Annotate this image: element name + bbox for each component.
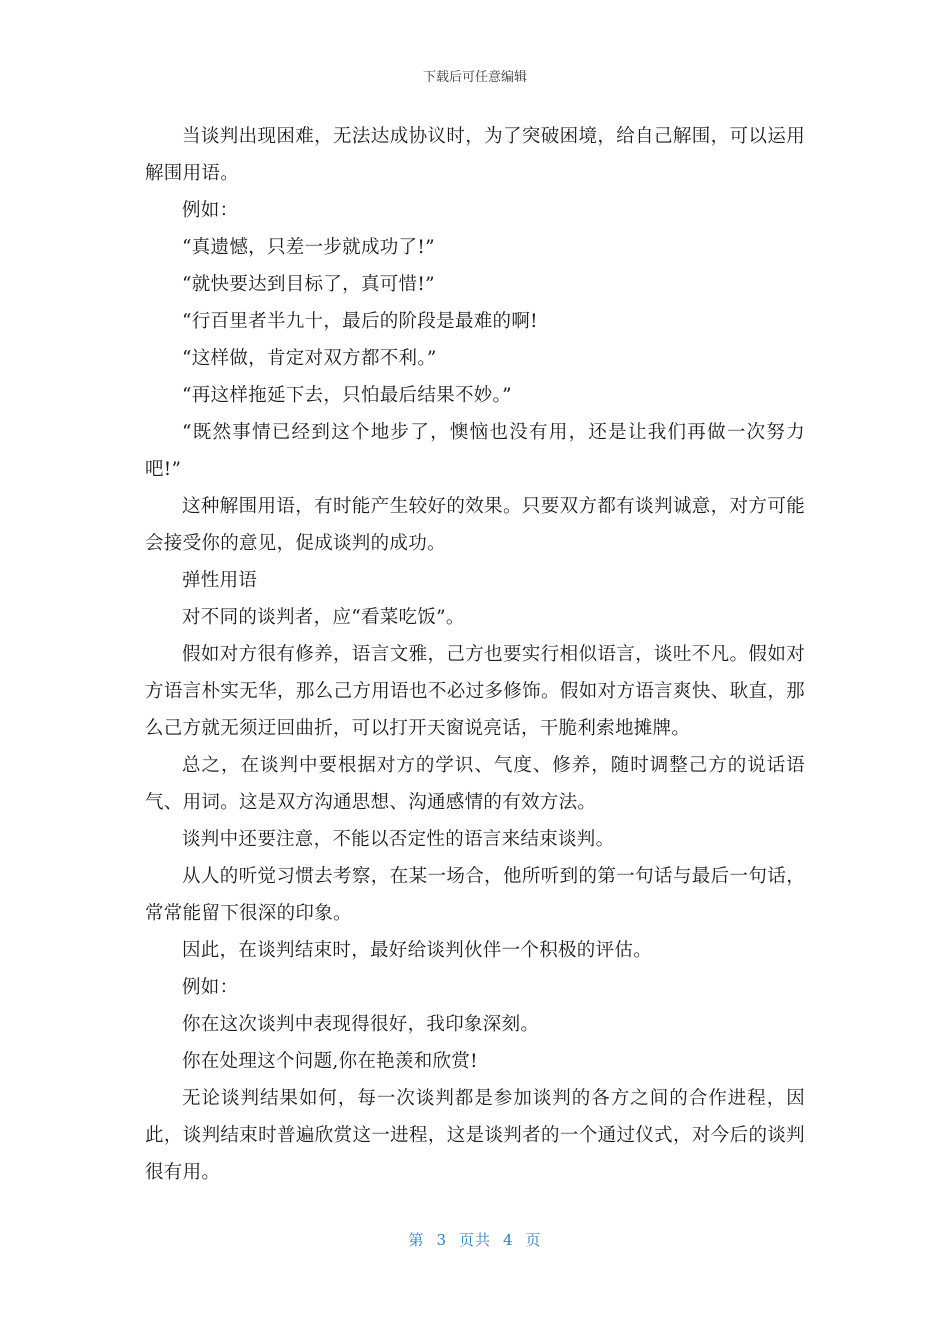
section-heading: 弹性用语 [182, 570, 258, 591]
paragraph: 这种解围用语，有时能产生较好的效果。只要双方都有谈判诚意，对方可能会接受你的意见，促成谈判的成功。 [145, 496, 805, 554]
paragraph: 例如： [182, 200, 239, 221]
page-number-prefix: 第 [408, 1231, 425, 1249]
page-header: 下载后可任意编辑 [422, 70, 527, 85]
page-number [0, 1229, 950, 1250]
paragraph: “真遗憾，只差一步就成功了!” [182, 237, 435, 258]
paragraph: “既然事情已经到这个地步了，懊恼也没有用，还是让我们再做一次努力吧!” [145, 422, 805, 480]
paragraph: “再这样拖延下去，只怕最后结果不妙。” [182, 385, 512, 406]
page-number-suffix: 页 [525, 1231, 542, 1249]
paragraph: 假如对方很有修养，语言文雅，己方也要实行相似语言，谈吐不凡。假如对方语言朴实无华，那么己方用语也不必过多修饰。假如对方语言爽快、耿直，那么己方就无须迂回曲折，可以打开天窗说亮话，干脆利索地摊牌。 [145, 644, 805, 739]
paragraph: 对不同的谈判者，应“看菜吃饭”。 [182, 607, 465, 628]
paragraph: 当谈判出现困难，无法达成协议时，为了突破困境，给自己解围，可以运用解围用语。 [145, 126, 805, 184]
page-number-total: 4 [503, 1231, 514, 1249]
page-number-middle: 页共 [458, 1231, 491, 1249]
paragraph: 例如： [182, 977, 239, 998]
paragraph: “就快要达到目标了，真可惜!” [182, 274, 435, 295]
paragraph: 因此，在谈判结束时，最好给谈判伙伴一个积极的评估。 [182, 940, 653, 961]
page-number-current: 3 [436, 1231, 447, 1249]
paragraph: 谈判中还要注意，不能以否定性的语言来结束谈判。 [182, 829, 615, 850]
paragraph: 从人的听觉习惯去考察，在某一场合，他所听到的第一句话与最后一句话，常常能留下很深的印象。 [145, 866, 805, 924]
paragraph: 你在处理这个问题,你在艳羡和欣赏! [182, 1051, 478, 1072]
paragraph: 无论谈判结果如何，每一次谈判都是参加谈判的各方之间的合作进程，因此，谈判结束时普遍欣赏这一进程，这是谈判者的一个通过仪式，对今后的谈判很有用。 [145, 1088, 805, 1183]
paragraph: “行百里者半九十，最后的阶段是最难的啊! [182, 311, 538, 332]
paragraph: 你在这次谈判中表现得很好，我印象深刻。 [182, 1014, 540, 1035]
document-body [145, 118, 805, 1191]
paragraph: “这样做，肯定对双方都不利。” [182, 348, 437, 369]
paragraph: 总之，在谈判中要根据对方的学识、气度、修养，随时调整己方的说话语气、用词。这是双方沟通思想、沟通感情的有效方法。 [145, 755, 805, 813]
